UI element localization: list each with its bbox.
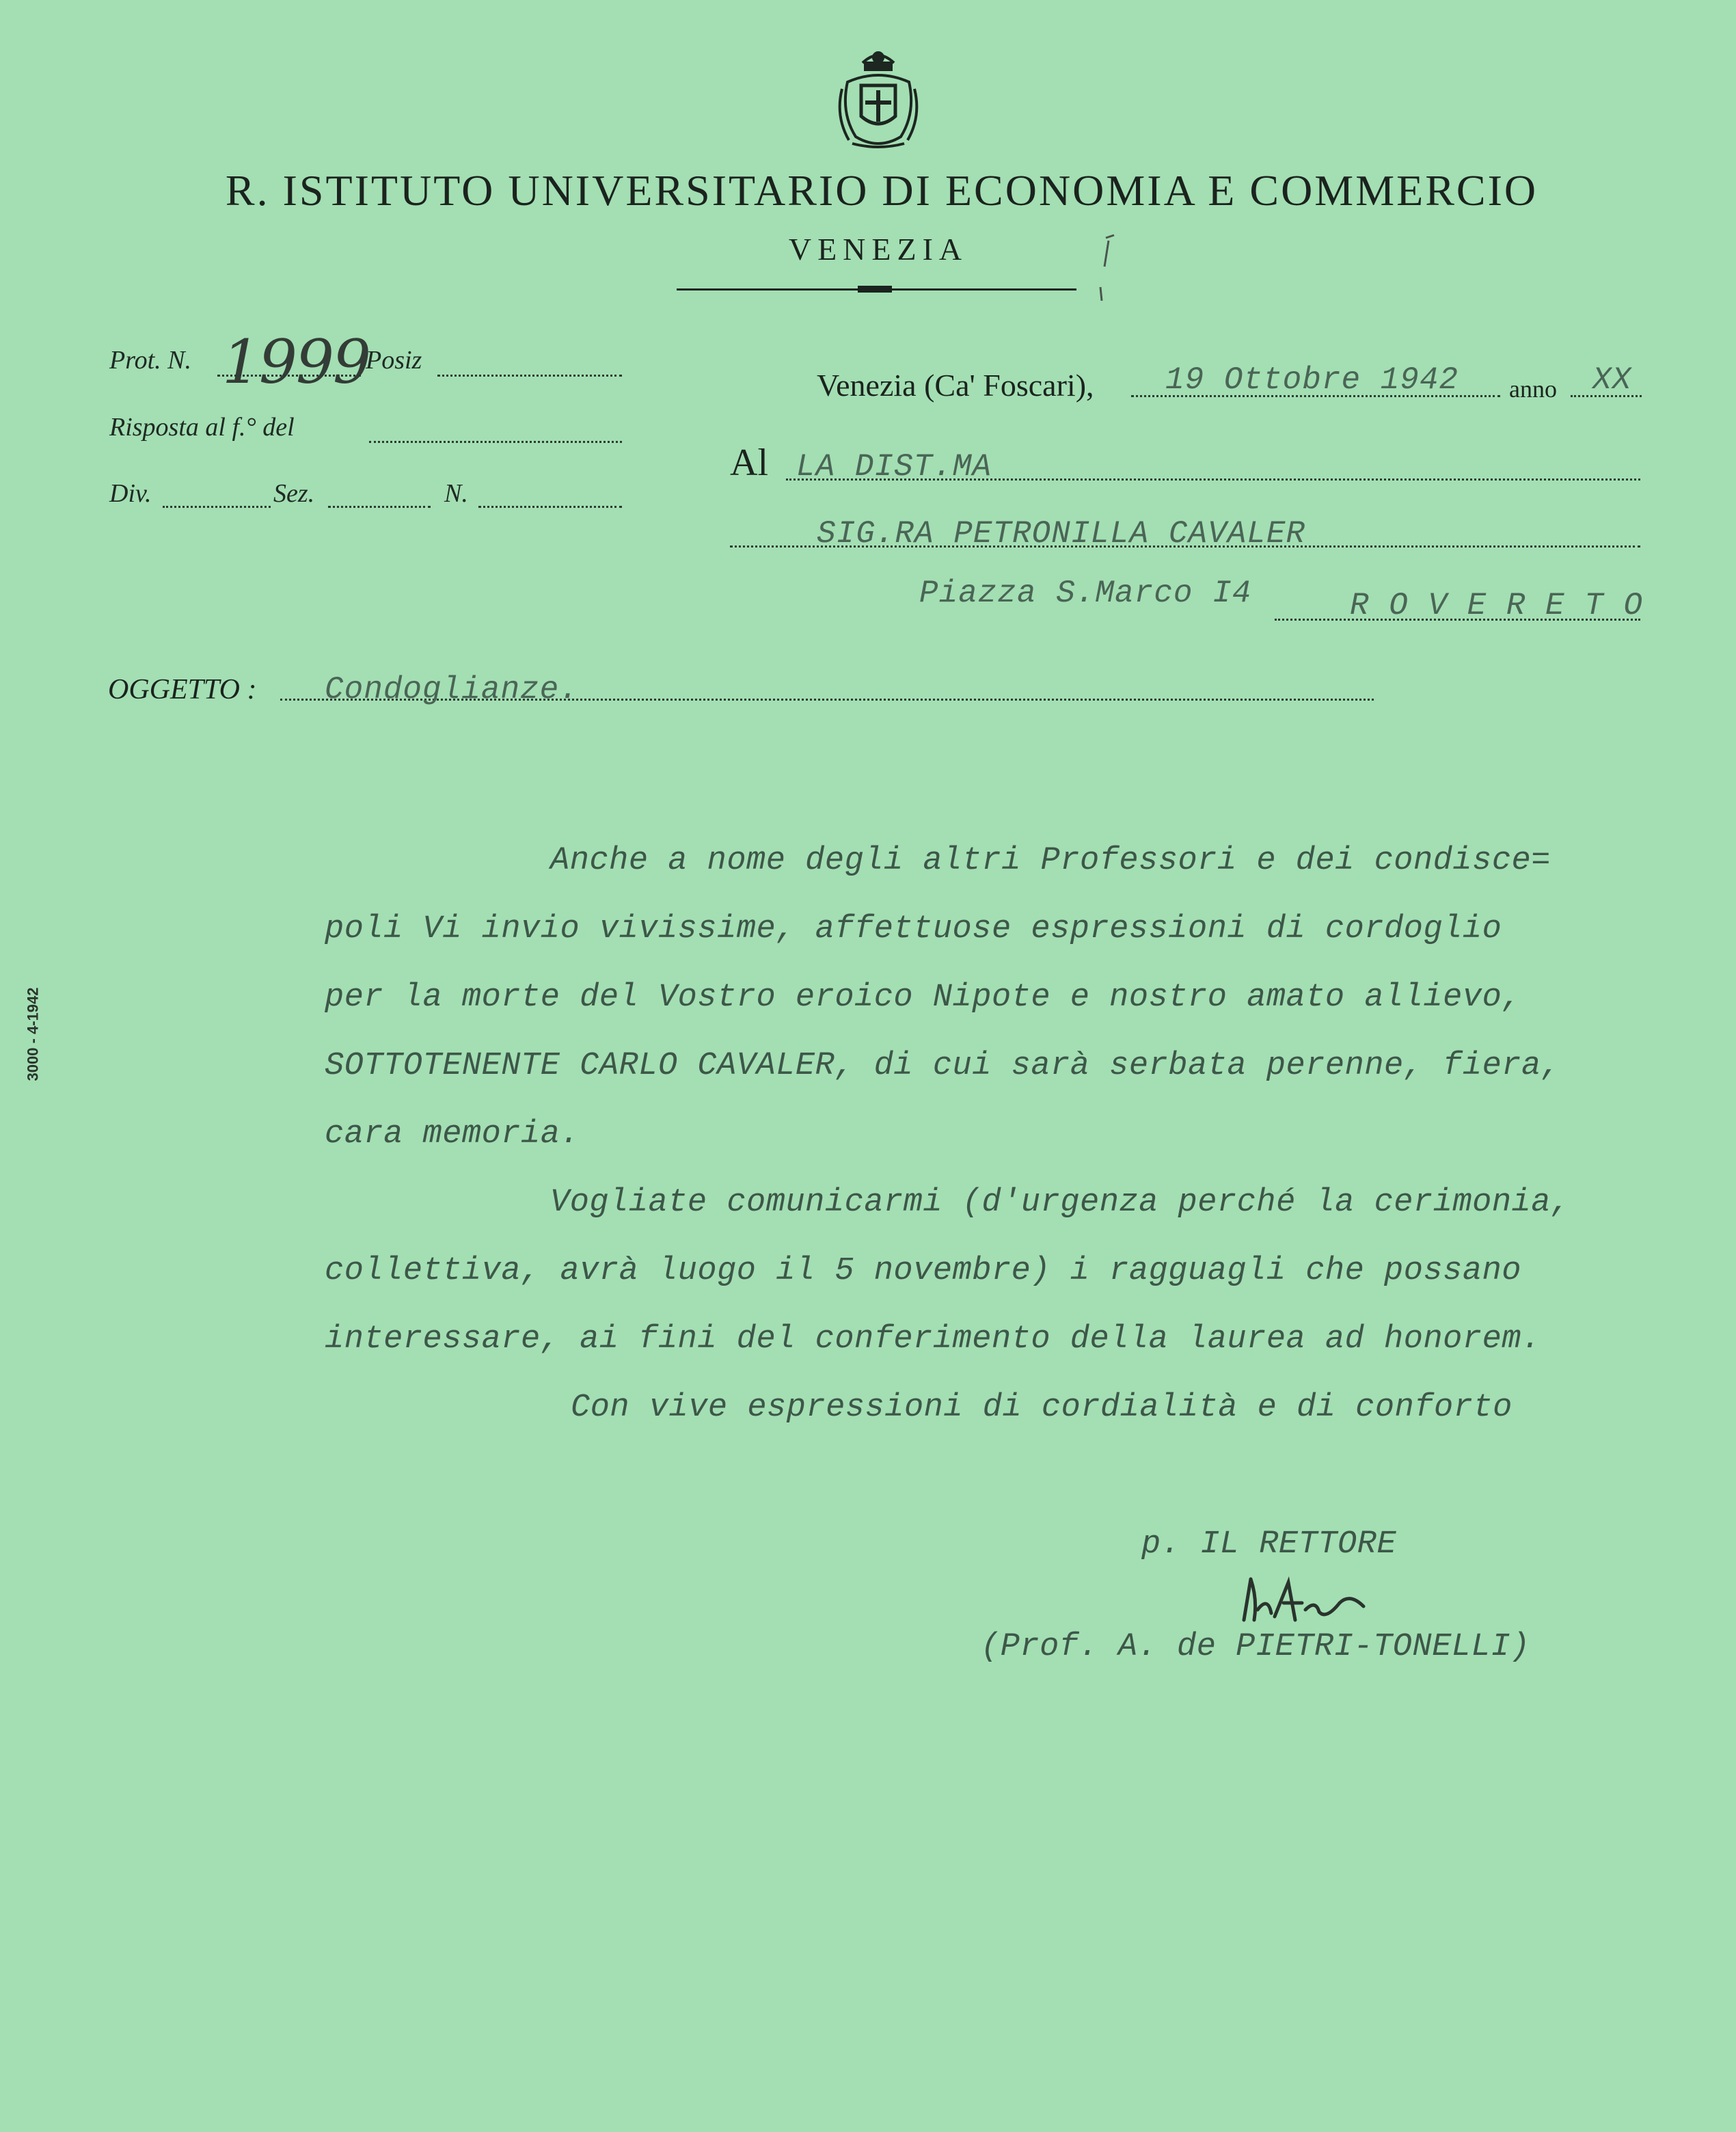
margin-print-note: 3000 - 4-1942: [24, 987, 42, 1081]
body-line-7: collettiva, avrà luogo il 5 novembre) i ragguagli che possano: [325, 1253, 1521, 1289]
prot-line: [217, 375, 361, 377]
signature-title: p. IL RETTORE: [1141, 1526, 1397, 1563]
al-label: Al: [730, 442, 768, 484]
handwritten-signature: [1237, 1572, 1374, 1634]
sez-line: [328, 506, 431, 508]
risposta-line: [369, 441, 622, 443]
posiz-label: Posiz: [366, 346, 422, 375]
anno-label: anno: [1509, 375, 1557, 403]
recipient-name: SIG.RA PETRONILLA CAVALER: [817, 516, 1306, 552]
coat-of-arms-emblem: [835, 48, 921, 150]
div-label: Div.: [109, 479, 152, 508]
body-line-4: SOTTOTENENTE CARLO CAVALER, di cui sarà serbata perenne, fiera,: [325, 1048, 1561, 1084]
body-line-1: Anche a nome degli altri Professori e dei condisce=: [550, 843, 1551, 879]
body-line-9: Con vive espressioni di cordialità e di conforto: [571, 1390, 1513, 1426]
div-line: [163, 506, 271, 508]
date-value: 19 Ottobre 1942: [1165, 362, 1459, 398]
recipient-title: LA DIST.MA: [796, 449, 992, 485]
subject-value: Condoglianze.: [325, 672, 579, 707]
sez-label: Sez.: [273, 479, 315, 508]
recipient-city: R O V E R E T O: [1350, 588, 1644, 623]
header-divider-center: [858, 286, 892, 293]
n-line: [478, 506, 622, 508]
risposta-label: Risposta al f.° del: [109, 413, 295, 442]
recipient-address: Piazza S.Marco I4: [919, 576, 1252, 611]
body-line-2: poli Vi invio vivissime, affettuose espressioni di cordoglio: [325, 911, 1502, 947]
institution-city: VENEZIA: [788, 232, 968, 267]
prot-label: Prot. N.: [109, 346, 191, 375]
body-line-8: interessare, ai fini del conferimento della laurea ad honorem.: [325, 1321, 1541, 1358]
body-line-3: per la morte del Vostro eroico Nipote e nostro amato allievo,: [325, 980, 1521, 1016]
subject-label: OGGETTO :: [108, 674, 257, 705]
body-line-6: Vogliate comunicarmi (d'urgenza perché la cerimonia,: [550, 1185, 1571, 1221]
prot-number: 1999: [222, 327, 370, 397]
signature-name: (Prof. A. de PIETRI-TONELLI): [981, 1629, 1530, 1665]
body-line-5: cara memoria.: [325, 1116, 580, 1152]
institution-title: R. ISTITUTO UNIVERSITARIO DI ECONOMIA E COMMERCIO: [225, 166, 1538, 215]
pencil-marks: [1087, 226, 1128, 301]
date-place: Venezia (Ca' Foscari),: [817, 368, 1094, 403]
n-label: N.: [444, 479, 468, 508]
anno-value: XX: [1592, 362, 1632, 398]
posiz-line: [437, 375, 622, 377]
